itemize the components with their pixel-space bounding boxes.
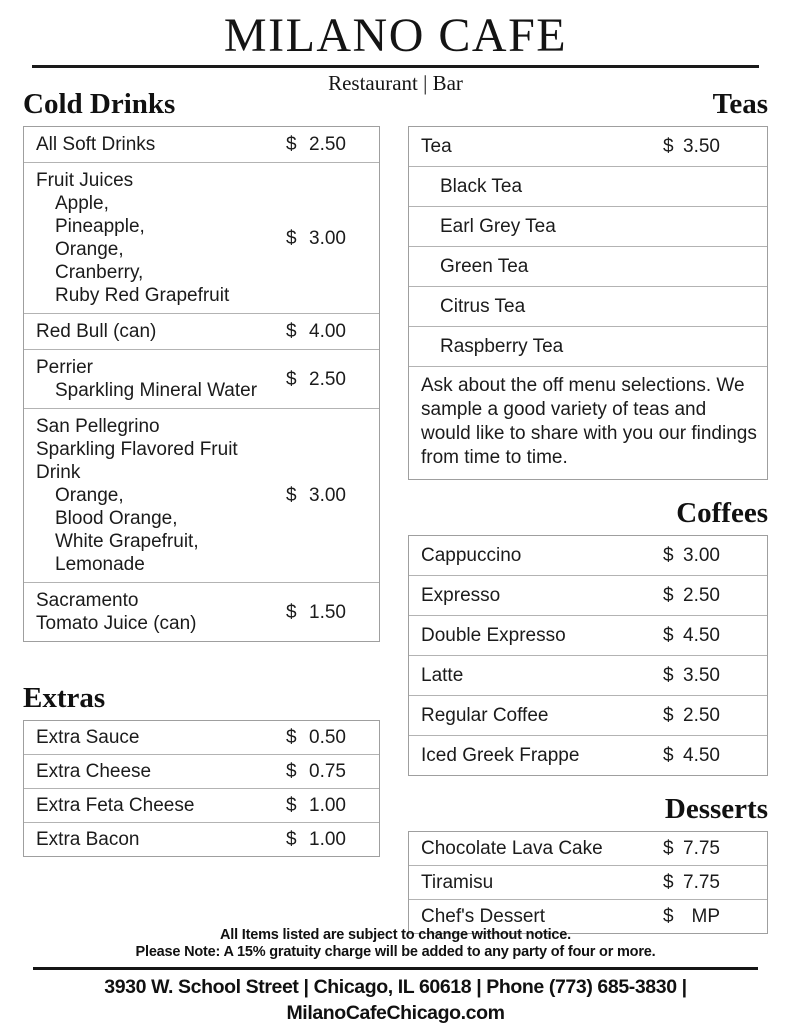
price-currency: $ (286, 727, 297, 748)
item-subline: Black Tea (440, 176, 523, 197)
item-line: Iced Greek Frappe (421, 745, 580, 766)
price-amount: 4.00 (309, 321, 346, 342)
price-currency: $ (663, 838, 674, 859)
item-line: All Soft Drinks (36, 134, 156, 155)
menu-row (24, 313, 379, 349)
item-line: Extra Bacon (36, 829, 140, 850)
item-subline: Ruby Red Grapefruit (55, 285, 230, 306)
item-line: Regular Coffee (421, 705, 549, 726)
item-name (36, 169, 286, 307)
item-name (421, 295, 767, 318)
item-price (663, 135, 720, 158)
item-name (421, 584, 663, 607)
price-currency: $ (663, 625, 674, 646)
item-name (421, 664, 663, 687)
item-name (36, 133, 286, 156)
item-name (421, 871, 663, 894)
item-subline: Lemonade (55, 554, 145, 575)
item-subline: Citrus Tea (440, 296, 526, 317)
item-price (286, 320, 346, 343)
price-amount: 1.00 (309, 829, 346, 850)
price-currency: $ (663, 745, 674, 766)
item-name (36, 589, 286, 635)
price-currency: $ (663, 136, 674, 157)
price-amount: 3.00 (309, 485, 346, 506)
item-name (421, 255, 767, 278)
item-subline: Blood Orange, (55, 508, 178, 529)
menu-row (409, 655, 767, 695)
menu-row (409, 615, 767, 655)
item-subline: Cranberry, (55, 262, 144, 283)
item-name (421, 624, 663, 647)
item-line: Tiramisu (421, 872, 494, 893)
right-column (408, 88, 768, 934)
item-name (36, 828, 286, 851)
price-currency: $ (286, 134, 297, 155)
menu-row (24, 127, 379, 162)
price-currency: $ (286, 795, 297, 816)
price-currency: $ (286, 601, 297, 623)
item-name (421, 135, 663, 158)
restaurant-name: MILANO CAFE (223, 9, 568, 62)
item-price (286, 794, 346, 817)
section-heading-teas: Teas (712, 88, 768, 120)
extras-table (23, 720, 380, 857)
footer-divider (33, 967, 758, 970)
price-currency: $ (663, 705, 674, 726)
item-name (36, 415, 286, 576)
item-line: Cappuccino (421, 545, 522, 566)
price-amount: 0.75 (309, 761, 346, 782)
price-amount: 2.50 (683, 705, 720, 726)
price-currency: $ (286, 227, 297, 249)
item-price (663, 871, 720, 894)
item-name (421, 905, 663, 928)
section-heading-extras: Extras (23, 682, 106, 714)
price-amount: 1.00 (309, 795, 346, 816)
price-currency: $ (286, 368, 297, 390)
item-line: Sacramento (36, 590, 139, 611)
price-amount: 0.50 (309, 727, 346, 748)
item-price (663, 544, 720, 567)
item-line: Extra Sauce (36, 727, 140, 748)
price-currency: $ (663, 545, 674, 566)
menu-row (409, 575, 767, 615)
item-subline: Earl Grey Tea (440, 216, 556, 237)
item-price (286, 133, 346, 156)
menu-row (24, 754, 379, 788)
item-line: Tea (421, 136, 452, 157)
item-price (286, 227, 346, 250)
item-price (663, 664, 720, 687)
item-price (286, 368, 346, 391)
item-name (36, 794, 286, 817)
item-name (36, 320, 286, 343)
section-heading-cold-drinks: Cold Drinks (23, 88, 176, 120)
item-subline: Sparkling Mineral Water (55, 380, 258, 401)
menu-row (409, 246, 767, 286)
item-price (663, 744, 720, 767)
item-name (421, 704, 663, 727)
section-heading-desserts: Desserts (664, 793, 768, 825)
item-line: Latte (421, 665, 464, 686)
item-price (286, 726, 346, 749)
menu-row (409, 326, 767, 366)
price-currency: $ (663, 585, 674, 606)
coffees-table (408, 535, 768, 776)
item-name (421, 837, 663, 860)
menu-row (409, 865, 767, 899)
item-line: Double Expresso (421, 625, 566, 646)
item-line: Drink (36, 462, 81, 483)
price-amount: 4.50 (683, 745, 720, 766)
price-amount: 3.50 (683, 136, 720, 157)
change-notice: All Items listed are subject to change without notice. (220, 927, 571, 943)
item-price (286, 484, 346, 507)
contact-line: 3930 W. School Street | Chicago, IL 60618 | Phone (773) 685-3830 | MilanoCafeChicago.com (104, 976, 687, 1024)
item-subline: Pineapple, (55, 216, 145, 237)
desserts-table (408, 831, 768, 934)
item-subline: Raspberry Tea (440, 336, 564, 357)
item-name (421, 544, 663, 567)
price-amount: 4.50 (683, 625, 720, 646)
item-price (663, 584, 720, 607)
item-subline: Green Tea (440, 256, 529, 277)
menu-row (24, 349, 379, 408)
page-footer (0, 927, 791, 1026)
item-name (421, 335, 767, 358)
price-amount: 2.50 (309, 368, 346, 390)
item-price (286, 601, 346, 624)
menu-row (409, 166, 767, 206)
menu-row (409, 127, 767, 166)
price-currency: $ (663, 872, 674, 893)
price-amount: 1.50 (309, 601, 346, 623)
menu-row (409, 206, 767, 246)
cold-drinks-table (23, 126, 380, 642)
menu-row (24, 822, 379, 856)
item-line: Perrier (36, 357, 94, 378)
menu-row (409, 832, 767, 865)
price-amount: 3.00 (309, 227, 346, 249)
menu-note (409, 366, 767, 479)
menu-row (24, 162, 379, 313)
price-currency: $ (286, 761, 297, 782)
section-heading-coffees: Coffees (676, 497, 768, 529)
price-currency: $ (286, 321, 297, 342)
item-line: Tomato Juice (can) (36, 613, 197, 634)
price-amount: 7.75 (683, 838, 720, 859)
item-line: Extra Feta Cheese (36, 795, 195, 816)
item-line: Expresso (421, 585, 501, 606)
price-currency: $ (286, 485, 297, 506)
menu-row (24, 788, 379, 822)
left-column (23, 88, 380, 934)
price-amount: 2.50 (683, 585, 720, 606)
menu-row (409, 735, 767, 775)
item-line: Chef's Dessert (421, 906, 546, 927)
item-line: Chocolate Lava Cake (421, 838, 603, 859)
item-price (663, 624, 720, 647)
menu-row (24, 582, 379, 641)
item-price (663, 837, 720, 860)
item-subline: Orange, (55, 239, 124, 260)
item-price (286, 828, 346, 851)
menu-row (409, 695, 767, 735)
item-name (36, 760, 286, 783)
price-amount: 2.50 (309, 134, 346, 155)
item-line: Extra Cheese (36, 761, 152, 782)
item-line: Sparkling Flavored Fruit (36, 439, 238, 460)
restaurant-subtitle: Restaurant | Bar (328, 71, 463, 95)
menu-page (0, 10, 791, 1034)
item-line: San Pellegrino (36, 416, 160, 437)
price-amount: MP (691, 906, 720, 927)
item-price (663, 704, 720, 727)
price-amount: 3.00 (683, 545, 720, 566)
item-name (421, 744, 663, 767)
page-header (0, 10, 791, 96)
price-currency: $ (663, 665, 674, 686)
menu-row (409, 286, 767, 326)
item-subline: Apple, (55, 193, 109, 214)
item-line: Fruit Juices (36, 170, 134, 191)
menu-row (24, 721, 379, 754)
price-currency: $ (663, 906, 674, 927)
menu-row (409, 536, 767, 575)
header-divider (32, 65, 759, 68)
teas-table (408, 126, 768, 480)
item-price (286, 760, 346, 783)
price-amount: 7.75 (683, 872, 720, 893)
item-price (663, 905, 720, 928)
menu-row (24, 408, 379, 582)
item-subline: Orange, (55, 485, 124, 506)
gratuity-notice: Please Note: A 15% gratuity charge will be added to any party of four or more. (135, 944, 656, 960)
item-subline: White Grapefruit, (55, 531, 199, 552)
item-name (36, 356, 286, 402)
item-name (421, 175, 767, 198)
item-name (36, 726, 286, 749)
price-currency: $ (286, 829, 297, 850)
note-text: Ask about the off menu selections. We sample a good variety of teas and would like to share with you our findings from time to time. (421, 375, 757, 468)
menu-columns (0, 88, 791, 934)
price-amount: 3.50 (683, 665, 720, 686)
item-name (421, 215, 767, 238)
item-line: Red Bull (can) (36, 321, 157, 342)
